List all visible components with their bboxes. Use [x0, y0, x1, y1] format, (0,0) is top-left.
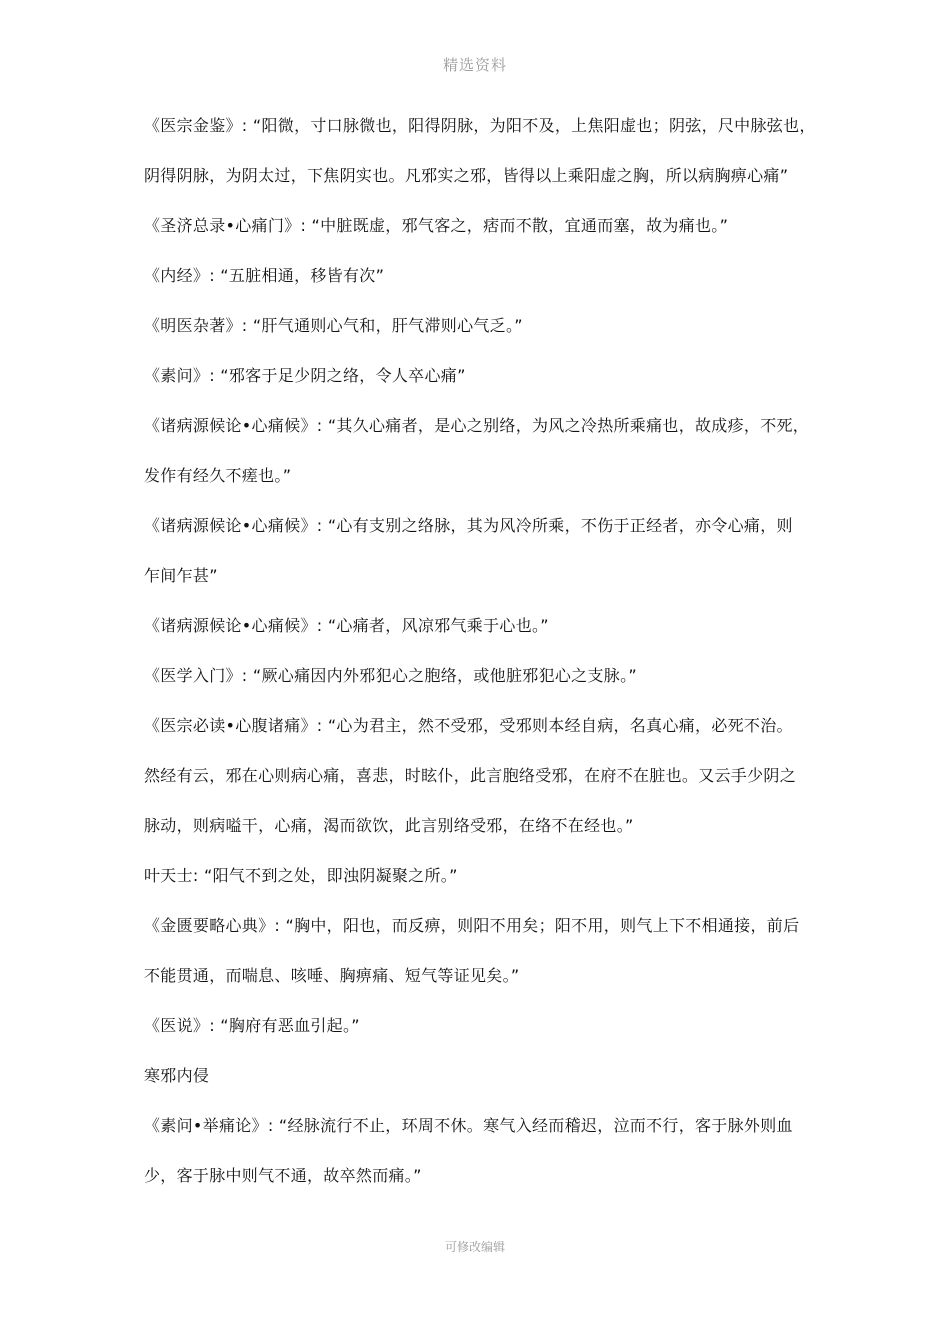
text-line: 阴得阴脉，为阴太过，下焦阴实也。凡邪实之邪，皆得以上乘阳虚之胸，所以病胸痹心痛”	[144, 166, 789, 185]
text-line: 《医宗必读•心腹诸痛》: “心为君主，然不受邪，受邪则本经自病，名真心痛，必死不治。	[144, 716, 793, 735]
text-line: 《明医杂著》: “肝气通则心气和，肝气滞则心气乏。”	[144, 316, 523, 335]
text-line: 脉动，则病嗌干，心痛，渴而欲饮，此言别络受邪，在络不在经也。”	[144, 816, 634, 835]
page-footer: 可修改编辑	[444, 1240, 505, 1254]
document-body	[144, 110, 824, 1210]
text-line: 不能贯通，而喘息、咳唾、胸痹痛、短气等证见矣。”	[144, 966, 520, 985]
text-line: 《金匮要略心典》: “胸中，阳也，而反痹，则阳不用矣；阳不用，则气上下不相通接，前后	[144, 916, 800, 935]
text-line: 《素问•举痛论》: “经脉流行不止，环周不休。寒气入经而稽迟，泣而不行，客于脉外则血	[144, 1116, 793, 1135]
text-line: 《诸病源候论•心痛候》: “其久心痛者，是心之别络，为风之冷热所乘痛也，故成疹，不死，	[144, 416, 810, 435]
text-line: 《医宗金鉴》: “阳微，寸口脉微也，阳得阴脉，为阳不及，上焦阳虚也；阴弦，尺中脉弦也，	[144, 116, 816, 135]
text-line: 《诸病源候论•心痛候》: “心有支别之络脉，其为风冷所乘，不伤于正经者，亦令心痛，则	[144, 516, 793, 535]
text-line: 《内经》: “五脏相通，移皆有次”	[144, 266, 385, 285]
text-line: 乍间乍甚”	[144, 566, 218, 585]
section-heading: 寒邪内侵	[144, 1066, 210, 1085]
text-line: 《诸病源候论•心痛候》: “心痛者，风凉邪气乘于心也。”	[144, 616, 549, 635]
text-line: 发作有经久不瘥也。”	[144, 466, 292, 485]
text-line: 《医学入门》: “厥心痛因内外邪犯心之胞络，或他脏邪犯心之支脉。”	[144, 666, 637, 685]
text-line: 《素问》: “邪客于足少阴之络，令人卒心痛”	[144, 366, 466, 385]
text-line: 《医说》: “胸府有恶血引起。”	[144, 1016, 360, 1035]
text-line: 少，客于脉中则气不通，故卒然而痛。”	[144, 1166, 422, 1185]
text-line: 然经有云，邪在心则病心痛，喜悲，时眩仆，此言胞络受邪，在府不在脏也。又云手少阴之	[144, 766, 797, 785]
page-header: 精选资料	[442, 56, 507, 74]
text-line: 叶天士: “阳气不到之处，即浊阴凝聚之所。”	[144, 866, 458, 885]
text-line: 《圣济总录•心痛门》: “中脏既虚，邪气客之，痞而不散，宜通而塞，故为痛也。”	[144, 216, 729, 235]
